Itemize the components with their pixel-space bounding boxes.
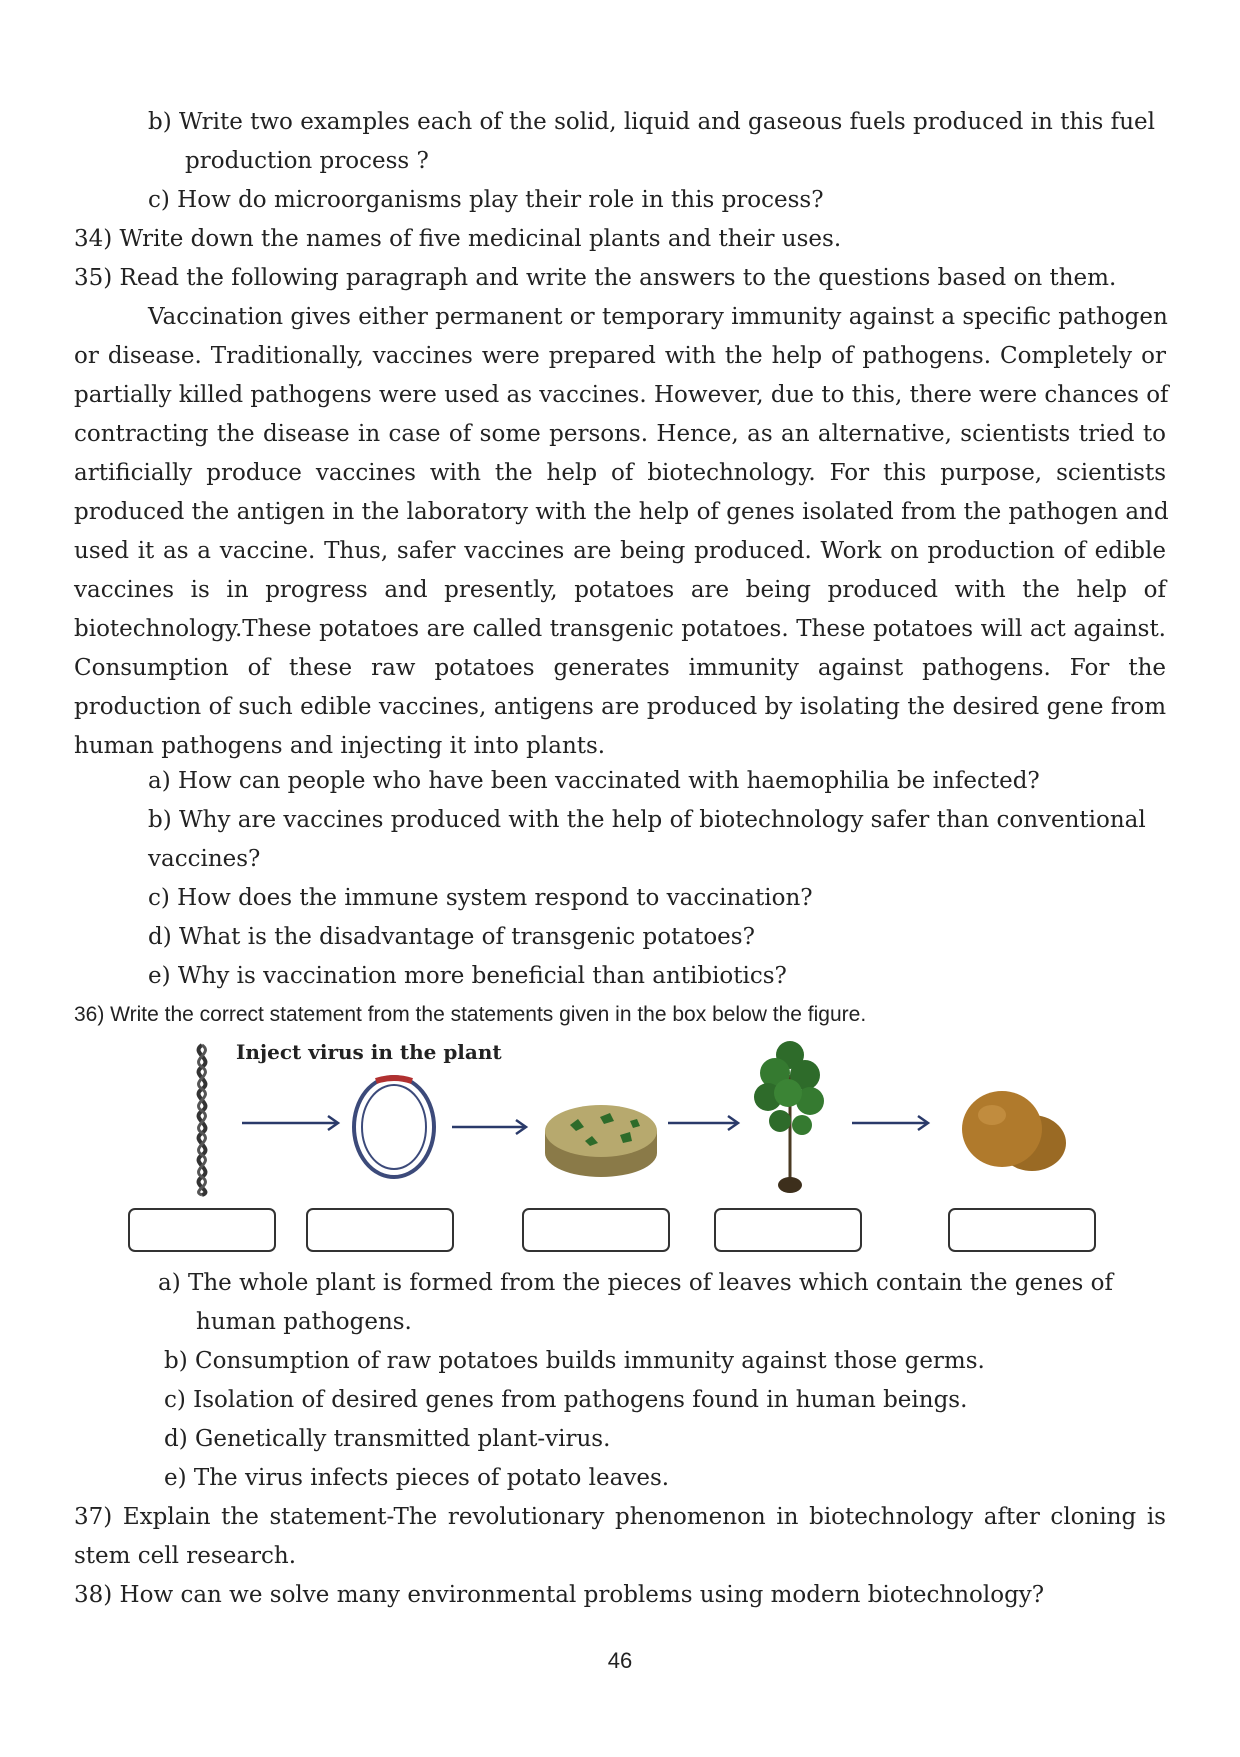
q36: 36) Write the correct statement from the statements given in the box below the figure. <box>74 1003 867 1026</box>
paragraph-line: production of such edible vaccines, antigens are produced by isolating the desired gene from <box>74 694 1166 720</box>
paragraph-line: used it as a vaccine. Thus, safer vaccines are being produced. Work on production of edible <box>74 538 1166 564</box>
petri-dish-icon <box>545 1105 657 1177</box>
arrow-icon <box>242 1116 338 1130</box>
paragraph-line: artificially produce vaccines with the help of biotechnology. For this purpose, scientists <box>74 460 1166 486</box>
q35-d: d) What is the disadvantage of transgenic potatoes? <box>148 924 755 950</box>
paragraph-line: produced the antigen in the laboratory with the help of genes isolated from the pathogen and <box>74 499 1169 525</box>
q37-line-1: 37) Explain the statement-The revolutionary phenomenon in biotechnology after cloning is <box>74 1504 1166 1530</box>
q35-b-line-2: vaccines? <box>148 846 261 872</box>
q35-e: e) Why is vaccination more beneficial than antibiotics? <box>148 963 787 989</box>
dna-helix-icon <box>199 1045 206 1195</box>
answer-box-2[interactable] <box>306 1208 454 1252</box>
q36-option-d: d) Genetically transmitted plant-virus. <box>164 1426 611 1452</box>
q36-option-e: e) The virus infects pieces of potato leaves. <box>164 1465 670 1491</box>
arrow-icon <box>668 1116 738 1130</box>
paragraph-line: Consumption of these raw potatoes generates immunity against pathogens. For the <box>74 655 1166 681</box>
figure-caption: Inject virus in the plant <box>236 1040 502 1064</box>
plasmid-icon <box>354 1077 434 1177</box>
q36-option-a-line-2: human pathogens. <box>196 1309 412 1335</box>
transgenic-potato-figure <box>190 1035 1090 1200</box>
q35-a: a) How can people who have been vaccinated with haemophilia be infected? <box>148 768 1040 794</box>
q36-option-b: b) Consumption of raw potatoes builds immunity against those germs. <box>164 1348 985 1374</box>
paragraph-line: vaccines is in progress and presently, potatoes are being produced with the help of <box>74 577 1166 603</box>
arrow-icon <box>452 1120 526 1134</box>
answer-box-1[interactable] <box>128 1208 276 1252</box>
q33b-line-1: b) Write two examples each of the solid, liquid and gaseous fuels produced in this fuel <box>148 109 1155 135</box>
q36-option-a-line-1: a) The whole plant is formed from the pieces of leaves which contain the genes of <box>158 1270 1114 1296</box>
answer-box-3[interactable] <box>522 1208 670 1252</box>
paragraph-line: biotechnology.These potatoes are called transgenic potatoes. These potatoes will act against. <box>74 616 1166 642</box>
paragraph-line: contracting the disease in case of some persons. Hence, as an alternative, scientists tried to <box>74 421 1166 447</box>
plant-icon <box>754 1041 824 1193</box>
page-number: 46 <box>607 1648 633 1673</box>
paragraph-line: partially killed pathogens were used as vaccines. However, due to this, there were chances of <box>74 382 1169 408</box>
arrow-icon <box>852 1116 928 1130</box>
q33b-line-2: production process ? <box>185 148 429 174</box>
q37-line-2: stem cell research. <box>74 1543 297 1569</box>
answer-box-4[interactable] <box>714 1208 862 1252</box>
paragraph-line: or disease. Traditionally, vaccines were prepared with the help of pathogens. Completely or <box>74 343 1166 369</box>
q35-c: c) How does the immune system respond to vaccination? <box>148 885 813 911</box>
q38: 38) How can we solve many environmental problems using modern biotechnology? <box>74 1582 1045 1608</box>
q35: 35) Read the following paragraph and write the answers to the questions based on them. <box>74 265 1117 291</box>
answer-box-5[interactable] <box>948 1208 1096 1252</box>
q36-option-c: c) Isolation of desired genes from pathogens found in human beings. <box>164 1387 968 1413</box>
paragraph-line: Vaccination gives either permanent or temporary immunity against a specific pathogen <box>148 304 1168 330</box>
q34: 34) Write down the names of five medicinal plants and their uses. <box>74 226 842 252</box>
potato-icon <box>962 1091 1066 1171</box>
q33c: c) How do microorganisms play their role in this process? <box>148 187 824 213</box>
q35-b-line-1: b) Why are vaccines produced with the help of biotechnology safer than conventional <box>148 807 1146 833</box>
paragraph-line: human pathogens and injecting it into plants. <box>74 733 606 759</box>
